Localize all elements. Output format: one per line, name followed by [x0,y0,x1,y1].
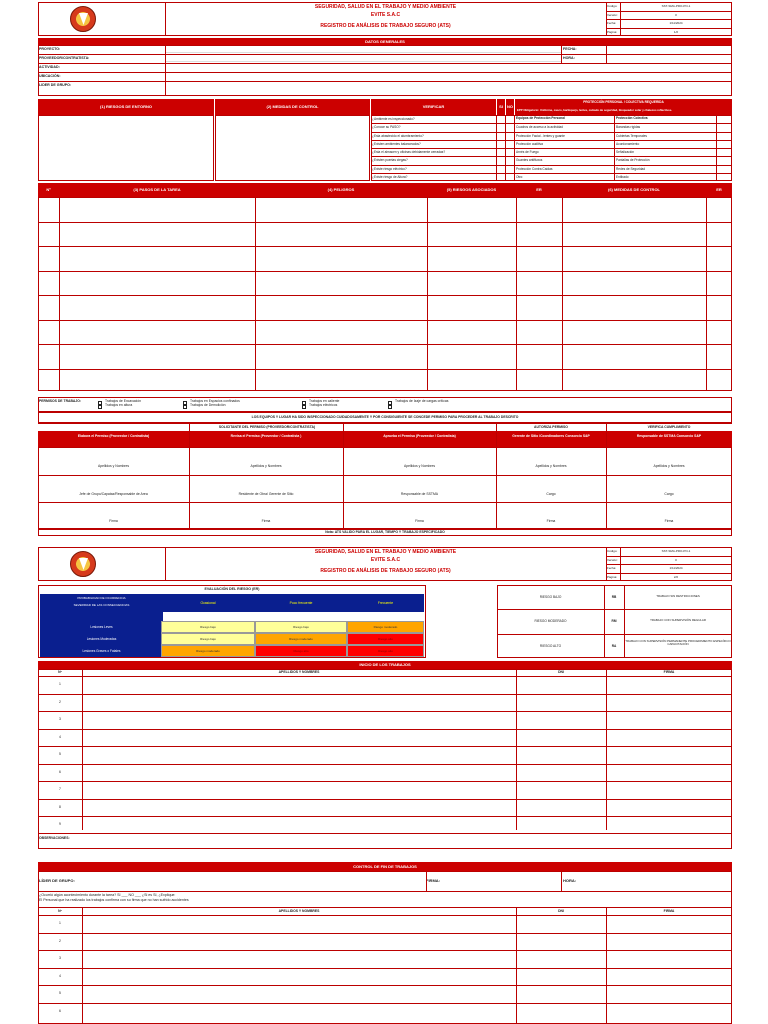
risk-cell-label: Riesgo alto [293,649,309,653]
legend-risk-code: RM [611,619,617,624]
inicio-row-number: 9 [59,822,61,826]
task-col-line [516,197,517,391]
fin-pregunta-1: ¿Ocurrió algún acontecimiento durante la tarea? SI ___ NO ___ ¿Si es SI, ¿Explique: [39,893,176,897]
apellidos-label: Apellidos y Nombres [250,464,282,468]
colectiva-item: Barandas rígidas [616,125,641,130]
fin-nombres-label: APELLIDOS Y NOMBRES [278,909,320,913]
cargo-label: Jefe de Grupo/Capataz/Responsable de Area [79,492,148,496]
fin-n-label: Nº [58,909,62,913]
firma-col-header: Gerente de Sitio /Coordinadores Consorcio S&P [496,431,606,447]
legend-col [624,585,625,658]
verificar-si-checkbox[interactable] [497,141,505,147]
meta-label: Código: [607,4,618,8]
firma-label: Firma [261,519,271,523]
risk-cell-label: Riesgo bajo [293,625,309,629]
fin-pregunta-2: El Personal que ha realizado los trabajos confirma con su firma que no han sufrido accidentes [39,898,189,902]
firma-label: Firma [415,519,424,523]
prob-label: PROBABILIDAD DE OCURRENCIA [77,596,126,600]
inicio-name-input[interactable] [83,712,515,727]
datos-divider [561,45,562,63]
sev-label: SEVERIDAD DE LAS CONSECUENCIAS [73,603,130,607]
epp-item: Cuadros de acceso a la actividad [516,125,563,130]
firma-col-line [496,423,497,529]
firma-col-line [343,423,344,529]
epp-note-header: EPP Obligatorio: Uniforme, casco, barbiquejo, lentes, calzado de seguridad, bloqueador solar y chalecos reflectivos. [515,106,732,115]
fin-name-input[interactable] [83,951,515,966]
company-logo-icon [70,6,96,32]
nota-row [38,529,732,536]
verificar-col-line [514,115,515,181]
meta-value: SST-SMA-PRO-PO-1 [661,4,691,8]
si-header: SI [497,99,505,115]
verificar-item: ¿Existe riesgo de Altura? [372,174,408,179]
verificar-no-checkbox[interactable] [506,166,514,172]
ats-nota: Nota: ATS VALIDO PARA EL LUGAR, TIEMPO Y TRABAJO ESPECIFICADO [325,530,445,534]
task-col-line [427,197,428,391]
datos-label-lider: LIDER DE GRUPO: [39,83,72,87]
medidas-control-area[interactable] [215,115,370,181]
inicio-row-number: 6 [59,769,61,774]
fin-col-line [606,907,607,1024]
task-step-cell[interactable] [59,198,255,220]
risk-cell-label: Riesgo moderado [289,637,313,641]
header-company: EVITE S.A.C [370,557,401,563]
solicitante-header: SOLICITANTE DEL PERMISO (PROVEEDOR/CONTRATISTA) [218,425,316,429]
firma-label: Firma [546,519,556,523]
cargo-label: Residente de Obra/ Gerente de Sitio [238,492,294,496]
permiso-label: Trabajos de Excavación [105,399,142,403]
inicio-row-number: 5 [59,752,61,756]
task-col-header: ER [516,183,562,197]
permiso-label: Trabajos de Demolición [190,403,226,407]
firma-input[interactable] [608,448,730,462]
legend-risk-name: RIESGO BAJO [539,595,562,599]
firma-col-header: Elabora el Permiso (Proveedor / Contratista) [38,431,189,447]
epp-personal-label: Equipos de Protección Personal [516,116,565,120]
permisos-label: PERMISOS DE TRABAJO: [39,399,82,403]
task-col-line [706,197,707,391]
fin-firma-label: FIRMA: [426,878,440,883]
meta-value: SST-SMA-PRO-PO-1 [661,549,691,553]
datos-label-proveedor: PROVEEDOR/CONTRATISTA: [39,56,90,60]
severity-label: Lesiones Moderadas [86,637,117,641]
firma-col-header: Aprueba el Permiso (Proveedor / Contratista) [343,431,496,447]
fin-row-number: 1 [59,921,61,925]
permiso-label: Trabajos en altura [105,403,133,407]
task-step-cell[interactable] [59,345,255,367]
apellidos-label: Apellidos y Nombres [653,464,685,468]
fin-row-number: 4 [59,973,61,978]
datos-label-actividad: ACTIVIDAD: [39,65,60,69]
apellidos-label: Apellidos y Nombres [535,464,567,468]
task-step-cell[interactable] [59,247,255,269]
firma-input[interactable] [40,448,187,462]
header-company: EVITE S.A.C [370,12,401,18]
datos-divider [165,45,166,96]
risk-cell-label: Riesgo bajo [200,637,216,641]
epp-item: Protección Contra Caídas [516,166,553,171]
prob-column-label: Ocasional [200,601,216,605]
task-col-header: (5) RIESGOS ASOCIADOS [427,183,516,197]
firma-col-line [189,423,190,529]
line [38,833,732,834]
datos-input-lider[interactable] [165,82,732,89]
verificar-no-checkbox[interactable] [506,133,514,139]
meta-value: 0 [675,12,677,17]
permiso-label: Trabajos de Izaje de cargas críticas [395,399,449,403]
verificar-no-checkbox[interactable] [506,174,514,180]
legend-col [604,585,605,658]
verificar-col-line [505,115,506,181]
header-title-line1: SEGURIDAD, SALUD EN EL TRABAJO Y MEDIO AMBIENTE [314,549,457,555]
epp-item: Otro: [516,174,524,179]
verificar-no-checkbox[interactable] [506,158,514,164]
inicio-name-input[interactable] [83,817,515,832]
task-col-line [255,197,256,391]
inicio-name-input[interactable] [83,765,515,780]
permiso-label: Trabajos en Espacios confinados [190,399,240,403]
riesgos-entorno-header: (1) RIESGOS DE ENTORNO [38,99,214,115]
task-col-line [562,197,563,391]
inicio-row-number: 2 [59,699,61,704]
verificar-item: ¿Conoce su PASO? [372,125,401,130]
meta-value: 1/2 [673,29,679,34]
inicio-header: INICIO DE LOS TRABAJOS [38,661,732,669]
inicio-name-input[interactable] [83,800,515,815]
meta-label: Versión: [607,12,618,17]
fin-row-number: 2 [59,938,61,943]
fin-name-input[interactable] [83,916,515,931]
permiso-label: Trabajos eléctricos [309,403,338,407]
task-step-cell[interactable] [59,272,255,294]
colectiva-item: Cubiertas Temporales [616,133,647,138]
datos-divider [606,45,607,63]
legend-risk-code: RB [611,595,617,599]
fin-header: CONTROL DE FIN DE TRABAJOS [38,862,732,871]
verificar-no-checkbox[interactable] [506,150,514,156]
risk-cell-label: Riesgo alto [377,649,393,653]
task-col-header: (4) PELIGROS [255,183,427,197]
firma-row-line [38,475,732,476]
colectiva-item: Redes de Seguridad [616,166,646,171]
colectiva-item: Pantallas de Protección [616,158,650,163]
verifica-header: VERIFICA CUMPLIMIENTO [647,425,691,429]
firma-col-header: Revisa el Permiso (Proveedor / Contratista ) [189,431,343,447]
verificar-item: ¿Esta el almacen y oficinas debidamente cerradas? [372,150,446,154]
verificar-item: ¿Ambiente es inspeccionado? [372,117,415,121]
epp-colectiva-label: Protección Colectiva [616,116,648,120]
firma-col-header: Responsable de SSTMA Consorcio S&P [606,431,732,447]
colectiva-item: Acordonamiento [616,141,640,146]
medidas-control-header: (2) MEDIDAS DE CONTROL [215,99,370,115]
meta-value: 2/2 [673,574,679,579]
task-step-cell[interactable] [59,296,255,318]
verificar-item: ¿Existen puertas ciegas? [372,158,408,163]
company-logo-icon [70,551,96,577]
datos-input-proveedor[interactable] [165,55,561,62]
firma-col-line [606,423,607,529]
inicio-nombres-label: APELLIDOS Y NOMBRES [278,670,320,674]
permiso-checkbox[interactable] [388,405,392,409]
datos-label-ubicacion: UBICACIÓN: [39,74,61,78]
fin-name-input[interactable] [83,1004,515,1019]
legend-risk-code: RA [611,643,617,648]
verificar-no-checkbox[interactable] [506,125,514,131]
inicio-n-label: Nº [58,670,62,674]
risk-cell-label: Riesgo bajo [200,625,216,629]
meta-value: 1/11/2024 [669,566,683,570]
fin-row-number: 5 [59,991,61,995]
meta-label: Página: [607,574,618,579]
verificar-si-checkbox[interactable] [497,174,505,180]
firma-input[interactable] [191,448,341,462]
fin-name-input[interactable] [83,934,515,949]
prob-column-label: Frecuente [377,601,394,605]
inicio-name-input[interactable] [83,695,515,710]
cargo-label: Cargo [546,492,556,496]
apellidos-label: Apellidos y Nombres [403,464,436,468]
fin-lider-label: LÍDER DE GRUPO: [39,878,75,883]
fin-col-line [426,871,427,891]
datos-input-ubicacion[interactable] [165,73,732,80]
legend-risk-desc: TRABAJO SIN RESTRICCIONES [656,594,700,598]
legend-risk-name: RIESGO MODERADO [534,619,567,624]
inicio-name-input[interactable] [83,677,515,692]
epp-item: Protección auditiva [516,141,543,146]
verificar-header: VERIFICAR [371,99,496,115]
apellidos-label: Apellidos y Nombres [97,464,130,468]
meta-label: Fecha: [607,566,617,570]
verificar-si-checkbox[interactable] [497,158,505,164]
verificar-no-checkbox[interactable] [506,141,514,147]
observaciones-label: OBSERVACIONES: [39,836,70,840]
inicio-row-number: 8 [59,804,61,809]
task-step-cell[interactable] [59,370,255,392]
verificar-si-checkbox[interactable] [497,125,505,131]
fin-firma-col-label: FIRMA [663,909,675,913]
hora-label: HORA: [563,56,575,60]
evaluacion-title: EVALUACIÓN DEL RIESGO (ER) [204,587,260,591]
task-col-header: (6) MEDIDAS DE CONTROL [562,183,706,197]
meta-label: Fecha: [607,21,617,25]
task-col-header: ER [706,183,732,197]
firma-label: Firma [664,519,674,523]
meta-label: Versión: [607,557,618,562]
severity-label: Lesiones Leves [90,625,113,629]
datos-input-actividad[interactable] [165,64,732,71]
inicio-row-number: 1 [59,682,61,686]
fecha-label: FECHA: [563,47,577,51]
firma-row-line [38,502,732,503]
inicio-dni-label: DNI [558,670,564,674]
epp-item: Protección Facial - lentes y guante [516,133,565,138]
riesgos-entorno-area[interactable] [38,115,214,181]
datos-generales-header: DATOS GENERALES [38,38,732,45]
task-step-cell[interactable] [59,223,255,245]
inicio-name-input[interactable] [83,782,515,797]
verificar-si-checkbox[interactable] [497,133,505,139]
fin-name-input[interactable] [83,969,515,984]
firma-input[interactable] [345,448,494,462]
permiso-checkbox[interactable] [183,405,187,409]
task-col-header: Nº [38,183,59,197]
permiso-label: Trabajos en caliente [309,399,340,403]
fin-col-line [516,907,517,1024]
fin-dni-label: DNI [558,909,564,913]
inspeccion-text: LOS EQUIPOS Y LUGAR HA SIDO INSPECCIONADO CUIDADOSAMENTE Y POR CONSIGUIENTE SE CONCEDE PERMISO PARA PROCEDER AL TRABAJO DESCRITO [251,415,519,419]
cargo-label: Cargo [664,492,674,496]
meta-value: 0 [675,557,677,562]
verificar-si-checkbox[interactable] [497,117,505,123]
colectiva-item: Señalización [616,150,635,154]
verificar-item: ¿Existe riesgo eléctrico? [372,166,407,171]
autoriza-header: AUTORIZA PERMISO [534,425,568,429]
risk-cell-label: Riesgo moderado [373,625,398,629]
firma-input[interactable] [498,448,604,462]
inicio-name-input[interactable] [83,747,515,762]
permiso-checkbox[interactable] [98,405,102,409]
legend-risk-desc: TRABAJO CON SUPERVISIÓN REGULAR [650,618,706,623]
firma-label: Firma [109,519,118,523]
inicio-firma-label: FIRMA [663,670,675,674]
datos-label-proyecto: PROYECTO: [39,47,61,51]
fin-row-number: 6 [59,1008,61,1013]
prob-column-label: Poco frecuente [289,601,313,605]
meta-label: Página: [607,29,618,34]
epp-item: Arnés de Fuego [516,150,539,154]
fin-hora-label: HORA: [563,878,577,883]
risk-cell-label: Riesgo moderado [196,649,220,653]
no-header: NO [506,99,514,115]
line [38,891,732,892]
verificar-col-line [614,115,615,181]
risk-cell-label: Riesgo alto [377,637,393,641]
datos-input-proyecto[interactable] [165,46,561,53]
epp-title-header: PROTECCIÓN PERSONAL / COLECTIVA REQUERIDA [515,99,732,106]
permiso-checkbox[interactable] [302,405,306,409]
cargo-label: Responsable de SSTMA [400,492,439,496]
epp-item: Guantes antifluxos [516,158,543,163]
meta-value: 1/11/2024 [669,21,683,25]
verificar-no-checkbox[interactable] [506,117,514,123]
meta-label: Código: [607,549,618,553]
inicio-row-number: 7 [59,787,61,791]
verificar-col-line [716,115,717,181]
colectiva-item: Entibado [616,174,629,179]
header-title-line1: SEGURIDAD, SALUD EN EL TRABAJO Y MEDIO AMBIENTE [314,4,457,10]
inicio-name-input[interactable] [83,730,515,745]
inicio-row-number: 4 [59,734,61,739]
severity-label: Lesiones Graves o Fatales [82,649,121,653]
header-form-title: REGISTRO DE ANÁLISIS DE TRABAJO SEGURO (ATS) [320,568,451,574]
legend-risk-name: RIESGO ALTO [539,643,562,648]
verificar-si-checkbox[interactable] [497,166,505,172]
inicio-row-number: 3 [59,717,61,721]
fin-col-line [561,871,562,891]
legend-risk-desc: TRABAJO CON SUPERVISIÓN PERMANENTE PROCEDIMIENTO ESPECÍFICO CAPACITACIÓN [625,638,731,647]
fin-row-number: 3 [59,956,61,960]
fin-name-input[interactable] [83,986,515,1001]
verificar-col-line [496,115,497,181]
task-col-header: (3) PASOS DE LA TAREA [59,183,255,197]
verificar-item: ¿Esta abastecido el alumbramiento? [372,133,424,138]
header-form-title: REGISTRO DE ANÁLISIS DE TRABAJO SEGURO (ATS) [320,23,451,29]
verificar-item: ¿Existen ambientes balanceados? [372,141,421,146]
task-step-cell[interactable] [59,321,255,343]
verificar-si-checkbox[interactable] [497,150,505,156]
